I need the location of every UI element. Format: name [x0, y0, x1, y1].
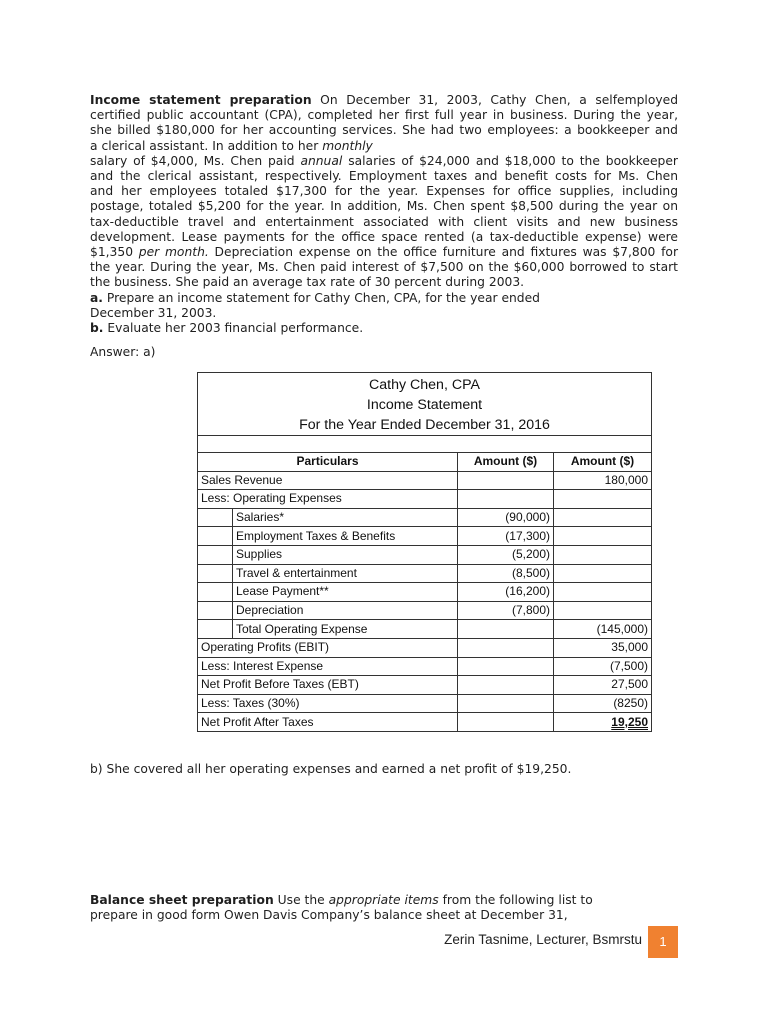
row-label: Total Operating Expense — [233, 620, 458, 639]
next-question-text — [90, 893, 678, 923]
table-row — [198, 694, 652, 713]
row-amount-2 — [554, 545, 652, 564]
footer-author: Zerin Tasnime, Lecturer, Bsmrstu — [444, 932, 642, 947]
indent-cell — [198, 545, 233, 564]
emphasis-text: annual — [300, 153, 343, 168]
row-amount-2: (7,500) — [554, 657, 652, 676]
question-heading: Income statement preparation — [90, 93, 312, 107]
question-line: On December 31, 2003, Cathy Chen, a selfemployed — [320, 93, 678, 107]
row-amount-1 — [458, 694, 554, 713]
row-amount-2 — [554, 713, 652, 732]
question-line: tax-deductible travel and entertainment associated with client visits and new business — [90, 214, 678, 229]
row-label: Depreciation — [233, 601, 458, 620]
blank-cell — [198, 436, 652, 453]
row-amount-2 — [554, 508, 652, 527]
part-b-label: b. — [90, 321, 104, 336]
answer-label: Answer: a) — [90, 345, 156, 359]
table-row — [198, 620, 652, 639]
indent-cell — [198, 601, 233, 620]
table-row — [198, 471, 652, 490]
row-label: Net Profit After Taxes — [198, 713, 458, 732]
statement-name: Income Statement — [366, 397, 483, 413]
row-amount-1 — [458, 638, 554, 657]
table-row — [198, 638, 652, 657]
next-question-heading: Balance sheet preparation — [90, 893, 274, 907]
row-label: Salaries* — [233, 508, 458, 527]
indent-cell — [198, 620, 233, 639]
question-line: a clerical assistant. In addition to her — [90, 138, 319, 153]
row-amount-2 — [554, 490, 652, 509]
row-amount-2 — [554, 564, 652, 583]
answer-b-text: b) She covered all her operating expenses and earned a net profit of $19,250. — [90, 762, 572, 776]
row-label: Supplies — [233, 545, 458, 564]
question-line: certified public accountant (CPA), completed her first full year in business. During the year, — [90, 108, 678, 123]
question-line: and the clerical assistant, respectively. Employment taxes and benefit costs for Ms. Chen — [90, 169, 678, 184]
row-amount-1: (17,300) — [458, 527, 554, 546]
page-number: 1 — [648, 926, 678, 958]
statement-period: For the Year Ended December 31, 2016 — [299, 417, 550, 433]
part-a-text: Prepare an income statement for Cathy Chen, CPA, for the year ended — [106, 290, 540, 305]
table-row — [198, 490, 652, 509]
income-statement-table — [197, 372, 652, 732]
row-label: Less: Taxes (30%) — [198, 694, 458, 713]
row-label: Sales Revenue — [198, 471, 458, 490]
blank-row — [198, 436, 652, 453]
emphasis-text: per month. — [138, 245, 209, 260]
row-amount-1 — [458, 490, 554, 509]
row-label: Less: Operating Expenses — [198, 490, 458, 509]
row-label: Travel & entertainment — [233, 564, 458, 583]
question-line: the business. She paid an average tax rate of 30 percent during 2003. — [90, 275, 525, 290]
question-line: postage, totaled $5,200 for the year. In addition, Ms. Chen spent $8,500 during the year on — [90, 199, 678, 214]
question-line: she billed $180,000 for her accounting services. She had two employees: a bookkeeper and — [90, 123, 678, 138]
row-amount-1: (90,000) — [458, 508, 554, 527]
row-amount-1: (16,200) — [458, 583, 554, 602]
next-question-line: Use the — [277, 893, 325, 907]
row-amount-2: 27,500 — [554, 676, 652, 695]
row-amount-2: 35,000 — [554, 638, 652, 657]
indent-cell — [198, 583, 233, 602]
row-amount-1 — [458, 471, 554, 490]
row-amount-1 — [458, 676, 554, 695]
row-amount-2 — [554, 583, 652, 602]
header-row — [198, 453, 652, 472]
question-line: $1,350 — [90, 245, 134, 260]
part-a-text: December 31, 2003. — [90, 305, 217, 320]
part-b-text: Evaluate her 2003 financial performance. — [107, 321, 364, 336]
row-amount-2: (8250) — [554, 694, 652, 713]
header-particulars: Particulars — [198, 453, 458, 472]
header-amount-1: Amount ($) — [458, 453, 554, 472]
indent-cell — [198, 564, 233, 583]
table-row — [198, 527, 652, 546]
statement-title — [198, 373, 652, 436]
table-row — [198, 657, 652, 676]
row-label: Net Profit Before Taxes (EBT) — [198, 676, 458, 695]
row-amount-1 — [458, 620, 554, 639]
row-amount-2: (145,000) — [554, 620, 652, 639]
row-amount-1: (8,500) — [458, 564, 554, 583]
table-row — [198, 601, 652, 620]
indent-cell — [198, 527, 233, 546]
question-line: Depreciation expense on the office furniture and fixtures was $7,800 for — [214, 245, 678, 260]
question-line: development. Lease payments for the office space rented (a tax-deductible expense) were — [90, 229, 678, 244]
table-row — [198, 564, 652, 583]
part-a-label: a. — [90, 290, 103, 305]
table-row — [198, 676, 652, 695]
row-amount-1 — [458, 657, 554, 676]
row-amount-2 — [554, 601, 652, 620]
income-statement — [197, 372, 652, 732]
table-row — [198, 583, 652, 602]
emphasis-text: appropriate items — [328, 893, 439, 907]
question-line: salaries of $24,000 and $18,000 to the bookkeeper — [348, 153, 678, 168]
question-line: salary of $4,000, Ms. Chen paid — [90, 153, 295, 168]
header-amount-2: Amount ($) — [554, 453, 652, 472]
row-amount-1: (5,200) — [458, 545, 554, 564]
row-label: Employment Taxes & Benefits — [233, 527, 458, 546]
question-line: the year. During the year, Ms. Chen paid interest of $7,500 on the $60,000 borrowed to start — [90, 260, 678, 275]
emphasis-text: monthly — [322, 138, 373, 153]
question-text — [90, 93, 678, 336]
table-row — [198, 545, 652, 564]
net-profit-value: 19,250 — [611, 714, 648, 729]
next-question-line: prepare in good form Owen Davis Company’s balance sheet at December 31, — [90, 908, 568, 923]
question-line: and her employees totaled $17,300 for the year. Expenses for office supplies, including — [90, 184, 678, 199]
table-row — [198, 508, 652, 527]
statement-title-row — [198, 373, 652, 436]
row-amount-2: 180,000 — [554, 471, 652, 490]
company-name: Cathy Chen, CPA — [369, 377, 480, 393]
row-label: Lease Payment** — [233, 583, 458, 602]
indent-cell — [198, 508, 233, 527]
row-amount-2 — [554, 527, 652, 546]
row-amount-1 — [458, 713, 554, 732]
row-label: Operating Profits (EBIT) — [198, 638, 458, 657]
table-row — [198, 713, 652, 732]
next-question-line: from the following list to — [442, 893, 593, 907]
statement-body — [198, 471, 652, 731]
row-amount-1: (7,800) — [458, 601, 554, 620]
row-label: Less: Interest Expense — [198, 657, 458, 676]
